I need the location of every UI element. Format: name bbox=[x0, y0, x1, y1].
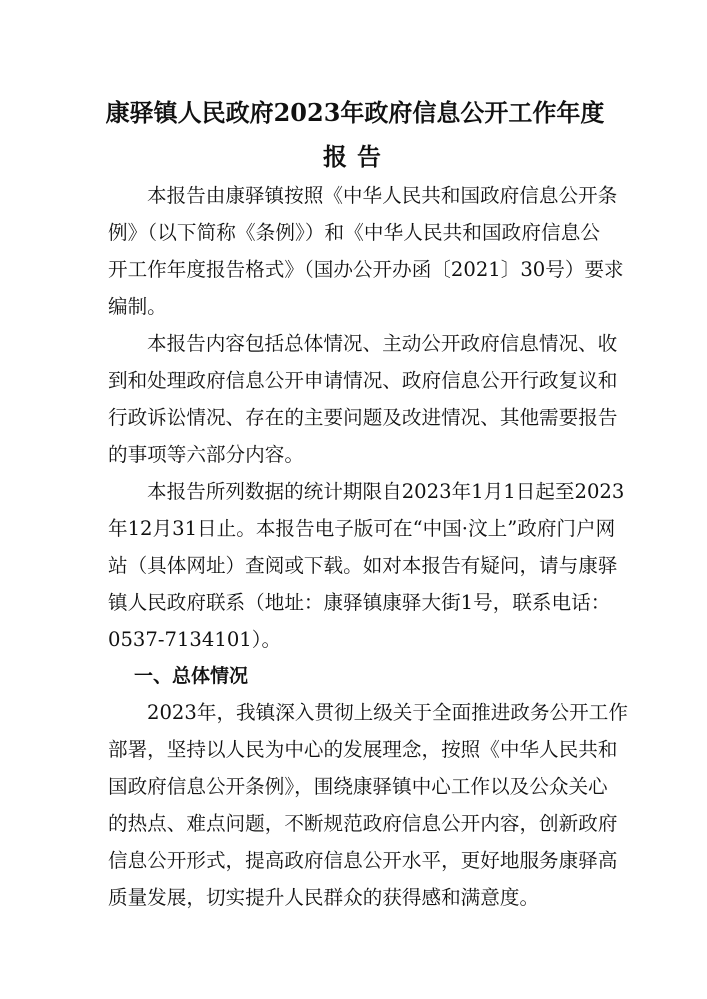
paragraph-1-line-1: 本报告由康驿镇按照《中华人民共和国政府信息公开条 bbox=[147, 184, 618, 207]
paragraph-4-line-6: 质量发展，切实提升人民群众的获得感和满意度。 bbox=[108, 886, 540, 909]
paragraph-3-line-1: 本报告所列数据的统计期限自2023年1月1日起至2023 bbox=[147, 480, 625, 503]
paragraph-2-line-2: 到和处理政府信息公开申请情况、政府信息公开行政复议和 bbox=[108, 369, 618, 392]
section-1-heading: 一、总体情况 bbox=[134, 665, 249, 687]
paragraph-1-line-2: 例》（以下简称《条例》）和《中华人民共和国政府信息公 bbox=[108, 221, 600, 244]
report-title-line-2: 报告 bbox=[323, 142, 391, 171]
paragraph-3-line-3: 站（具体网址）查阅或下载。如对本报告有疑问，请与康驿 bbox=[108, 554, 618, 577]
paragraph-2-line-4: 的事项等六部分内容。 bbox=[108, 443, 304, 466]
paragraph-4-line-5: 信息公开形式，提高政府信息公开水平，更好地服务康驿高 bbox=[108, 849, 618, 872]
paragraph-4-line-2: 部署，坚持以人民为中心的发展理念，按照《中华人民共和 bbox=[108, 738, 618, 761]
report-title-line-1: 康驿镇人民政府2023年政府信息公开工作年度 bbox=[105, 98, 605, 127]
paragraph-1-line-4: 编制。 bbox=[108, 295, 167, 318]
paragraph-4-line-4: 的热点、难点问题，不断规范政府信息公开内容，创新政府 bbox=[108, 812, 618, 835]
paragraph-3-line-4: 镇人民政府联系（地址：康驿镇康驿大街1号，联系电话： bbox=[108, 591, 611, 614]
paragraph-4-line-1: 2023年，我镇深入贯彻上级关于全面推进政务公开工作 bbox=[147, 701, 628, 724]
paragraph-2-line-1: 本报告内容包括总体情况、主动公开政府信息情况、收 bbox=[147, 332, 618, 355]
paragraph-3-line-2: 年12月31日止。本报告电子版可在“中国·汶上”政府门户网 bbox=[108, 517, 616, 540]
paragraph-4-line-3: 国政府信息公开条例》，围绕康驿镇中心工作以及公众关心 bbox=[108, 775, 608, 798]
paragraph-1-line-3: 开工作年度报告格式》（国办公开办函〔2021〕30号）要求 bbox=[108, 258, 624, 281]
paragraph-3-line-5: 0537-7134101）。 bbox=[108, 628, 282, 651]
paragraph-2-line-3: 行政诉讼情况、存在的主要问题及改进情况、其他需要报告 bbox=[108, 406, 618, 429]
